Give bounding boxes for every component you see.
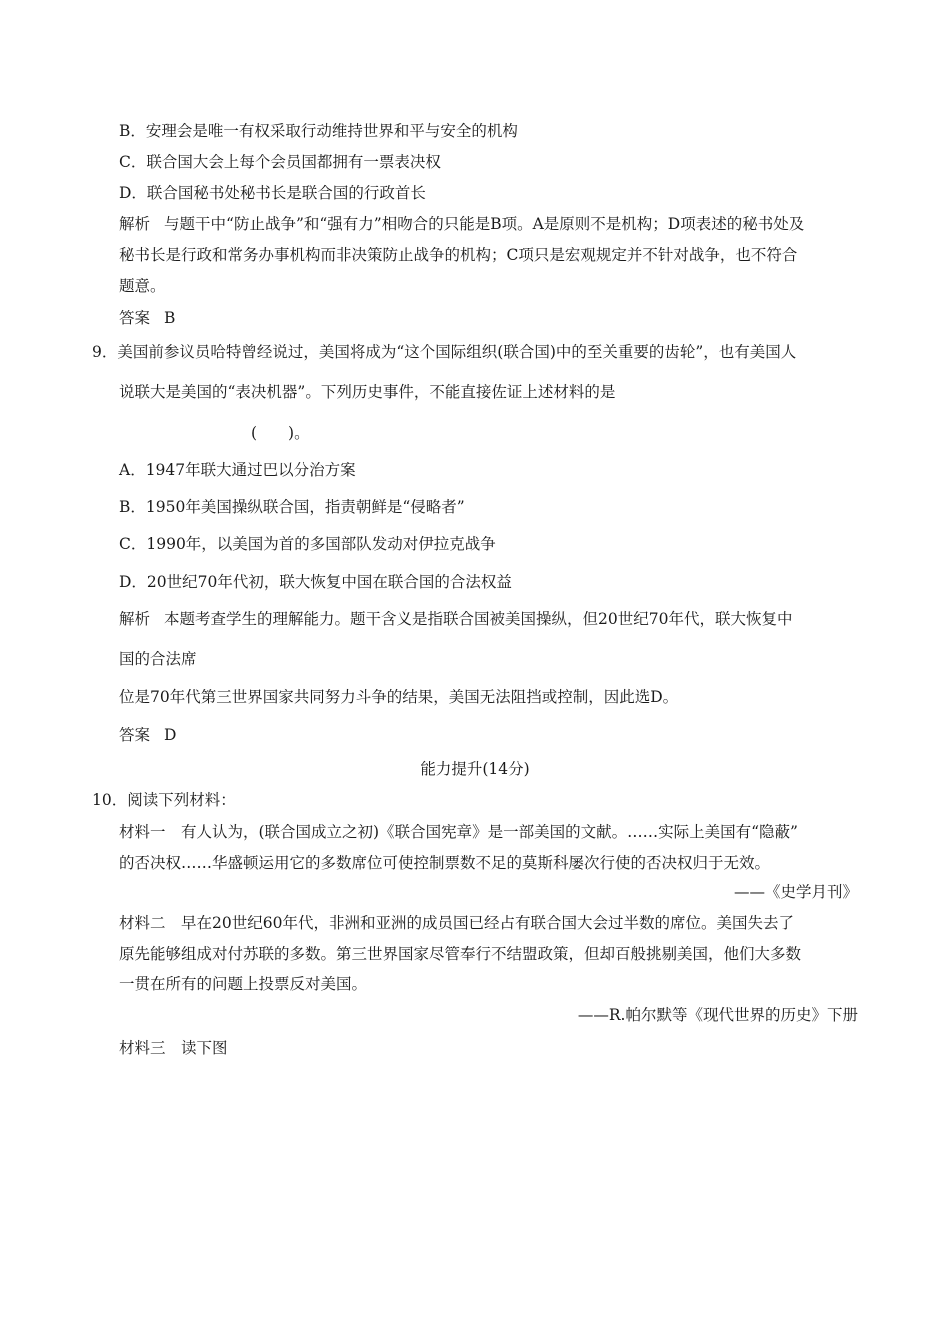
q9-stem-line-2: 说联大是美国的“表决机器”。下列历史事件，不能直接佐证上述材料的是 [119,383,616,401]
q9-option-a: A．1947年联大通过巴以分治方案 [119,461,356,479]
q9-analysis-line-2: 国的合法席 [119,650,197,668]
q9-option-c: C．1990年，以美国为首的多国部队发动对伊拉克战争 [119,535,496,553]
q10-material1-source: ——《史学月刊》 [733,883,858,901]
q10-material1-line-1: 材料一 有人认为，(联合国成立之初)《联合国宪章》是一部美国的文献。……实际上美国有“隐蔽” [119,823,798,841]
q9-answer [119,725,176,745]
q10-material2-line-3: 一贯在所有的问题上投票反对美国。 [119,975,368,993]
q10-material2-line-1: 材料二 早在20世纪60年代，非洲和亚洲的成员国已经占有联合国大会过半数的席位。美国失去了 [119,914,794,932]
q9-answer-blank: ( )。 [251,424,310,442]
q9-analysis-label: 解析 [119,610,151,628]
q10-material2-line-2: 原先能够组成对付苏联的多数。第三世界国家尽管奉行不结盟政策，但却百般挑剔美国，他们大多数 [119,945,802,963]
q9-answer-value: D [164,726,177,744]
q8-option-c: C．联合国大会上每个会员国都拥有一票表决权 [119,153,441,171]
q9-analysis-text-1: 本题考查学生的理解能力。题干含义是指联合国被美国操纵，但20世纪70年代，联大恢复中 [164,610,793,628]
q8-analysis-line-1 [119,214,804,234]
q10-material2-source: ——R.帕尔默等《现代世界的历史》下册 [577,1006,858,1024]
q8-answer [119,308,175,328]
q8-analysis-line-2: 秘书长是行政和常务办事机构而非决策防止战争的机构；C项只是宏观规定并不针对战争，也不符合 [119,246,798,264]
q9-option-d: D．20世纪70年代初，联大恢复中国在联合国的合法权益 [119,573,512,591]
q8-analysis-label: 解析 [119,215,151,233]
q10-material1-line-2: 的否决权……华盛顿运用它的多数席位可使控制票数不足的莫斯科屡次行使的否决权归于无效。 [119,854,771,872]
q9-answer-label: 答案 [119,726,151,744]
q8-analysis-line-3: 题意。 [119,277,166,295]
q9-option-b: B．1950年美国操纵联合国，指责朝鲜是“侵略者” [119,498,465,516]
q9-analysis-line-3: 位是70年代第三世界国家共同努力斗争的结果，美国无法阻挡或控制，因此选D。 [119,688,679,706]
q8-answer-label: 答案 [119,309,151,327]
q8-option-d: D．联合国秘书处秘书长是联合国的行政首长 [119,184,426,202]
q8-analysis-text-1: 与题干中“防止战争”和“强有力”相吻合的只能是B项。A是原则不是机构；D项表述的秘书处及 [164,215,805,233]
q8-answer-value: B [164,309,176,327]
q9-analysis-line-1 [119,609,792,629]
q10-material3: 材料三 读下图 [119,1039,228,1057]
q10-stem: 10．阅读下列材料： [92,791,236,809]
q8-option-b: B．安理会是唯一有权采取行动维持世界和平与安全的机构 [119,122,518,140]
section-title: 能力提升(14分) [420,760,530,778]
q9-stem-line-1: 9．美国前参议员哈特曾经说过，美国将成为“这个国际组织(联合国)中的至关重要的齿轮”，也有美国人 [92,343,797,361]
